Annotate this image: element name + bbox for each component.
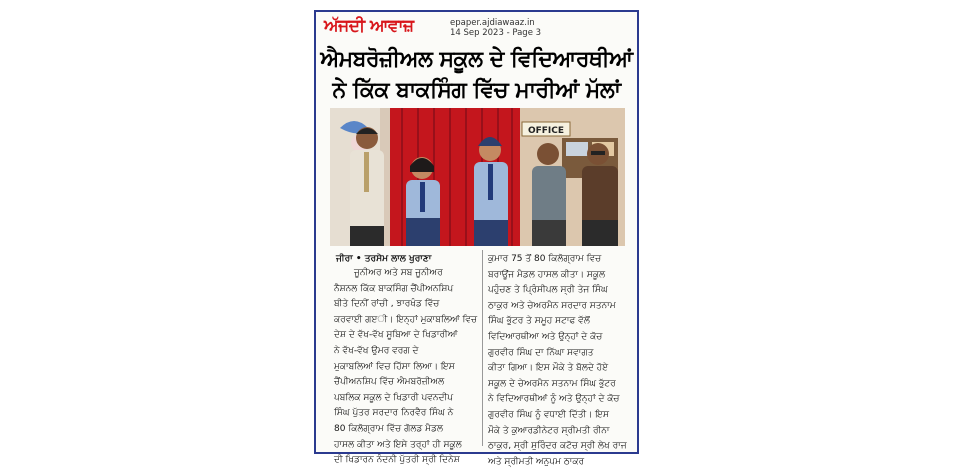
headline — [320, 44, 633, 106]
article-line: 80 ਕਿਲੋਗ੍ਰਾਮ ਵਿੱਚ ਗੋਲਡ ਮੈਡਲ — [334, 423, 444, 434]
logo-text: ਅੱਜਦੀ ਆਵਾਜ਼ — [324, 16, 414, 36]
article-line: ਸਿੰਘ ਪੁੱਤਰ ਸਰਦਾਰ ਨਿਰਵੈਰ ਸਿੰਘ ਨੇ — [334, 408, 454, 419]
article-line: ਕਰਵਾਈ ਗੲੀ। ਇਨ੍ਹਾਂ ਮੁਕਾਬਲਿਆਂ ਵਿਚ — [334, 314, 478, 325]
news-photo — [330, 108, 625, 246]
article-line: ਸਿੰਘ ਭੁੱਟਰ ਤੇ ਸਮੂਹ ਸਟਾਫ ਵੱਲੋਂ — [488, 316, 590, 327]
article-line: ਦੇਸ਼ ਦੇ ਵੱਖ-ਵੱਖ ਸੂਬਿਆ ਦੇ ਖਿਡਾਰੀਆਂ — [334, 330, 458, 341]
article-line: ਬਰਾਊਂਜ ਮੈਡਲ ਹਾਸਲ ਕੀਤਾ। ਸਕੂਲ — [488, 269, 606, 280]
byline: ਜੀਰਾ • ਤਰਸੇਮ ਲਾਲ ਖੁਰਾਣਾ — [336, 254, 432, 264]
photo-illustration — [330, 108, 625, 246]
column-divider — [482, 250, 483, 446]
newspaper-clipping — [314, 10, 639, 467]
article-line: ਪਹੁੰਚਣ ਤੇ ਪ੍ਰਿੰਸੀਪਲ ਸ੍ਰੀ ਤੇਜ ਸਿੰਘ — [488, 285, 608, 296]
article-line: ਅਤੇ ਸ੍ਰੀਮਤੀ ਅਨੁਪਮ ਠਾਕਰ — [488, 456, 585, 467]
edition-date-page: 14 Sep 2023 - Page 3 — [450, 28, 542, 38]
article-line: ਕੀਤਾ ਗਿਆ। ਇਸ ਮੌਕੇ ਤੇ ਬੋਲਦੇ ਹੋਏ — [488, 363, 609, 374]
article-line: ਗੁਰਵੀਰ ਸਿੰਘ ਨੂੰ ਵਧਾਈ ਦਿੱਤੀ। ਇਸ — [488, 409, 609, 420]
article-line: ਪਬਲਿਕ ਸਕੂਲ ਦੇ ਖਿਡਾਰੀ ਪਵਨਦੀਪ — [334, 392, 454, 403]
article-line: ਨੇ ਵੱਖ-ਵੱਖ ਉਮਰ ਵਰਗ ਦੇ — [334, 345, 419, 356]
article-line: ਠਾਕੁਰ ਅਤੇ ਚੇਅਰਮੈਨ ਸਰਦਾਰ ਸਤਨਾਮ — [488, 300, 616, 311]
headline-line-1: ਐਮਬਰੋਜ਼ੀਅਲ ਸਕੂਲ ਦੇ ਵਿਦਿਆਰਥੀਆਂ — [320, 47, 633, 72]
article-line: ਗੁਰਵੀਰ ਸਿੰਘ ਦਾ ਨਿੱਘਾ ਸਵਾਗਤ — [488, 347, 594, 358]
masthead — [322, 16, 632, 40]
office-sign-text: OFFICE — [527, 126, 565, 136]
article-line: ਦੀ ਖਿਡਾਰਨ ਨੰਦਨੀ ਪੁੱਤਰੀ ਸ੍ਰੀ ਦਿਨੇਸ਼ — [334, 455, 460, 466]
article-column-right — [488, 252, 628, 470]
article-line: ਵਿਦਿਆਰਥੀਆ ਅਤੇ ਉਨ੍ਹਾਂ ਦੇ ਕੋਚ — [488, 331, 603, 342]
article-line: ਚੈਂਪੀਅਨਸ਼ਿਪ ਵਿੱਚ ਐਮਬਰੋਜ਼ੀਅਲ — [334, 377, 445, 388]
article-line: ਮੌਕੇ ਤੇ ਕੁਆਰਡੀਨੇਟਰ ਸ੍ਰੀਮਤੀ ਰੀਨਾ — [488, 425, 610, 436]
article-line: ਸਕੂਲ ਦੇ ਚੇਅਰਮੈਨ ਸਤਨਾਮ ਸਿੰਘ ਭੁੱਟਰ — [488, 378, 616, 389]
article-line: ਹਾਸਲ ਕੀਤਾ ਅਤੇ ਇਸੇ ਤਰ੍ਹਾਂ ਹੀ ਸਕੂਲ — [334, 439, 462, 450]
article-line: ਨੈਸ਼ਨਲ ਕਿੱਕ ਬਾਕਸਿੰਗ ਚੈਂਪੀਅਨਸ਼ਿਪ — [334, 283, 454, 294]
newspaper-logo — [324, 16, 414, 36]
headline-line-2: ਨੇ ਕਿੱਕ ਬਾਕਸਿੰਗ ਵਿੱਚ ਮਾਰੀਆਂ ਮੱਲਾਂ — [332, 78, 621, 103]
article-line: ਬੀਤੇ ਦਿਨੀਂ ਰਾਂਚੀ , ਝਾਰਖੰਡ ਵਿੱਚ — [334, 299, 440, 310]
edition-url: epaper.ajdiawaaz.in — [450, 18, 535, 28]
article-line: ਨੇ ਵਿਦਿਆਰਥੀਆਂ ਨੂੰ ਅਤੇ ਉਨ੍ਹਾਂ ਦੇ ਕੋਚ — [488, 394, 620, 405]
article-line: ਜੂਨੀਅਰ ਅਤੇ ਸਬ ਜੂਨੀਅਰ — [354, 268, 443, 278]
article-column-left — [334, 266, 478, 469]
article-line: ਕੁਮਾਰ 75 ਤੋਂ 80 ਕਿਲੋਗ੍ਰਾਮ ਵਿਚ — [488, 254, 602, 264]
article-line: ਠਾਕੁਰ, ਸ੍ਰੀ ਸੁਰਿੰਦਰ ਕਟੋਚ ਸ੍ਰੀ ਲੇਖ ਰਾਜ — [488, 441, 627, 452]
article-line: ਮੁਕਾਬਲਿਆਂ ਵਿਚ ਹਿੱਸਾ ਲਿਆ। ਇਸ — [334, 361, 455, 372]
edition-meta — [450, 18, 541, 38]
